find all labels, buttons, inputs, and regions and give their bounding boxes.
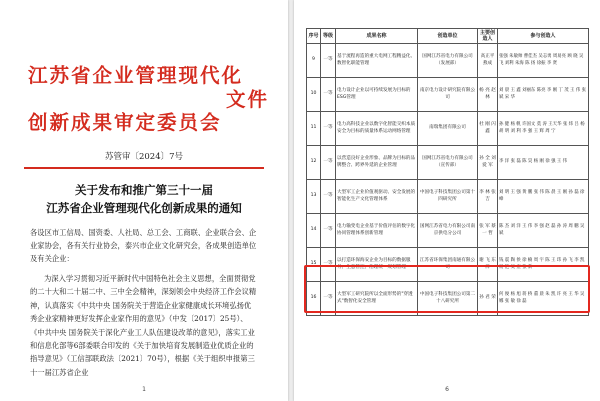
row-people: 刘 明 王 强 黄 鹏 张 伟 陈 晨 王 刚 孙 磊 徐 峰 [498,180,589,214]
row-title: 大型军工企业价值观驱动、安全发展的智能化生产文化管理体系 [336,180,418,214]
row-index: 11 [307,112,321,146]
row-title: 以打造环保海安企业为目标的数据服务、生态管控、治理统一规划管理 [336,248,418,282]
row-lead: 张 军 蔡 一 哲 [478,214,498,248]
row-level: 一等 [321,248,336,282]
row-level: 一等 [321,78,336,112]
row-unit: 国网江苏省电力有限公司（发展部） [418,44,478,78]
row-lead: 孙 君 荣 [478,282,498,316]
table-row [307,180,589,214]
page-number: 1 [142,386,146,393]
table-row [307,112,589,146]
row-unit: 江苏省环保集团南通有限公司 [418,248,478,282]
row-people: 孙 健 杨 帆 许国文 莫 涛 王天华 张 炜 吕 杨 胡 明 刘 利 李 强 王 辉 周 宁 [498,112,589,146]
header-title: 成果名称 [336,29,418,44]
table-row [307,214,589,248]
table-row [307,44,589,78]
notice-title-line2: 江苏省企业管理现代化创新成果的通知 [46,201,242,215]
row-people: 张强 朱敏帅 曹佳杰 吴志勇 周易亮 顾 晓 吴 飞 刘利 朱海 陈 扬 徐振 李 贤 [498,44,589,78]
header-index: 序号 [307,29,321,44]
row-index: 14 [307,214,321,248]
row-people: 李 洋 张 磊 陈 昊 杨 刚 徐 强 王 伟 [498,146,589,180]
issuer-name-line2: 创新成果审定委员会 [28,111,222,134]
right-document-page [294,0,600,401]
row-index: 13 [307,180,321,214]
row-people: 钱 震 陶 侯 徐 楠 周 宇 陈 王 玮 孙 飞 李 凯 杨 恺 吴 宏 张 新 [498,248,589,282]
row-index: 12 [307,146,321,180]
row-lead: 高正平 燕成 [478,44,498,78]
row-level: 一等 [321,112,336,146]
row-lead: 孙 全 刘 爱 军 [478,146,498,180]
row-people: 陈 杰 刘 洋 王 伟 李 强 赵 磊 孙 涛 周 鹏 吴 斌 [498,214,589,248]
row-unit: 国网江苏省电力有限公司（宣传部） [418,146,478,180]
body-paragraph: 为深入学习贯彻习近平新时代中国特色社会主义思想，全面贯彻党的二十大和二十届二中、三中全会精神，深刻领会中央经济工作会议精神，认真落实《中共中央 国务院关于营造企业家健康成长环境弘扬优秀企业家精神更好发挥企业家作用的意见》（中发〔2017〕25号）、《中共中央 国务院关于深化产业工人队伍建设改革的意见》，落实工业和信息化部等6部委联合印发的《关于加快培育发展制造业优质企业的指导意见》（工信部联政法〔2021〕70号），根据《关于组织申报第三十一届江苏省企业 [30,274,257,377]
row-title: 基于流程再造的重大电网工程精益化、数智化职能管理 [336,44,418,78]
issuer-name-line1: 江苏省企业管理现代化 [28,64,244,87]
table-row [307,78,589,112]
row-unit: 国网江苏省电力有限公司南京供电分公司 [418,214,478,248]
row-index: 9 [307,44,321,78]
left-document-page [0,0,288,401]
recipients-paragraph: 各设区市工信局、国资委、人社局、总工会、工商联、企业联合会、企业家协会，各有关行业协会，泰兴市企业文化研究会，各成果创造单位及有关企业： [30,228,257,263]
table-header-row [307,29,589,44]
row-level: 一等 [321,214,336,248]
header-unit: 创造单位 [418,29,478,44]
row-people: 何 俊 杨 旭 蒋 桥 董 晨 朱 凯 许 亮 王 华 吴 娜 张 敏 徐 磊 [498,282,589,316]
table-row [307,146,589,180]
row-people: 刘 晨 王 鑫 刘丽东 陈亮 李 刚 丁 茂 王 伟 张 斌 宋 华 [498,78,589,112]
row-unit: 南京电力设计研究院有限公司 [418,78,478,112]
header-lead: 主要创造人 [478,29,498,44]
row-title: 电力输变电企业基于价值评估的数字化协同管理体系创新管理 [336,214,418,248]
document-number: 苏管审〔2024〕7号 [104,152,184,162]
row-level: 一等 [321,44,336,78]
notice-title-line1: 关于发布和推广第三十一届 [75,183,213,197]
header-level: 等级 [321,29,336,44]
row-level: 一等 [321,146,336,180]
document-type-label: 文件 [226,88,270,111]
row-index: 10 [307,78,321,112]
page-number: 6 [445,386,449,393]
row-unit: 中国电子科技集团公司第十四研究所 [418,180,478,214]
row-title: 大型军工研究院所以全面形势的"穿透式"数智化安全管理 [336,282,418,316]
row-unit: 南瑞集团有限公司 [418,112,478,146]
row-level: 一等 [321,282,336,316]
header-people: 参与创造人 [498,29,589,44]
row-title: 以营造良好企业形象、品牌为目标的品牌整合、跨界外延的企业管理 [336,146,418,180]
row-level: 一等 [321,180,336,214]
highlight-box [304,265,590,313]
row-unit: 中国电子科技集团公司第二十八研究所 [418,282,478,316]
row-lead: 谢 飞 东 洋 [478,248,498,282]
row-lead: 李 林 张 吉 [478,180,498,214]
row-title: 电力高科技企业以数字化智能交织本质安全为目标的质量体系运动网络管理 [336,112,418,146]
red-divider-line [24,167,264,169]
row-lead: 杜 刚 闪 鑫 [478,112,498,146]
row-index: 15 [307,248,321,282]
row-title: 电力设计企业以可持续发展为目标的ESG管理 [336,78,418,112]
row-index: 16 [307,282,321,316]
row-lead: 杨 亮 赵 林 [478,78,498,112]
